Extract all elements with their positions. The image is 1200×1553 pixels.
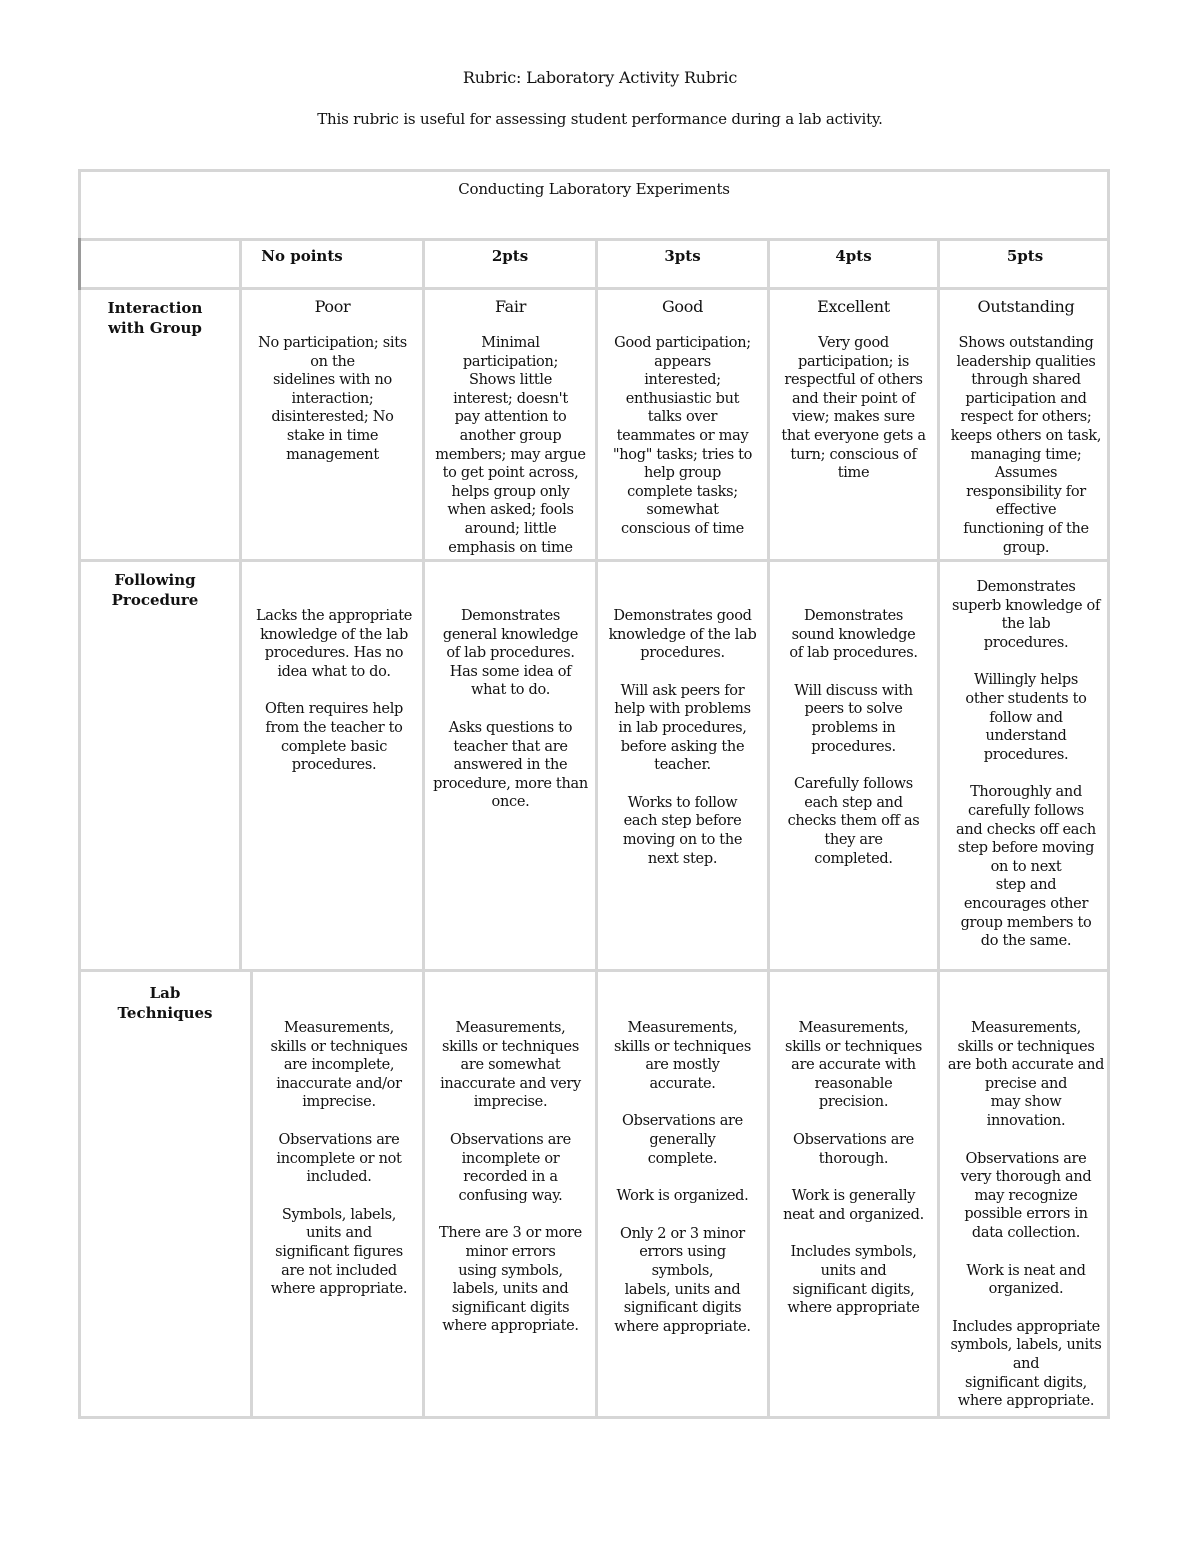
cell-interaction-2pts: [428, 298, 593, 557]
cell-interaction-no-points: [250, 298, 415, 464]
grid-line: [78, 969, 1110, 972]
column-header-5pts: 5pts: [1006, 247, 1044, 265]
rating-label: Excellent: [817, 297, 890, 316]
cell-text: Observations are incomplete or recorded in a confusing way.: [450, 1131, 571, 1204]
cell-text: Measurements, skills or techniques are mostly accurate.: [614, 1020, 751, 1092]
cell-text: Demonstrates superb knowledge of the lab procedures.: [951, 579, 1101, 651]
cell-text: Observations are thorough.: [793, 1131, 914, 1167]
cell-interaction-5pts: [942, 298, 1110, 557]
cell-text: Thoroughly and carefully follows and checks off each step before moving on to next step and encourages other group members to do the same.: [956, 784, 1096, 950]
row-label-procedure: Following Procedure: [111, 571, 199, 609]
grid-line: [78, 238, 81, 290]
cell-text: Only 2 or 3 minor errors using symbols, labels, units and significant digits where appropriate.: [614, 1225, 751, 1335]
cell-techniques-no-points: [256, 1019, 422, 1299]
cell-text: Asks questions to teacher that are answered in the procedure, more than once.: [433, 719, 588, 811]
grid-line: [78, 559, 1110, 562]
grid-line: [767, 238, 770, 1419]
cell-text: Works to follow each step before moving on to the next step.: [622, 794, 743, 867]
cell-procedure-5pts: [942, 578, 1110, 951]
cell-procedure-no-points: [250, 607, 418, 775]
cell-text: Includes symbols, units and significant digits, where appropriate: [787, 1244, 920, 1317]
grid-line: [595, 238, 598, 1419]
column-header-3pts: 3pts: [664, 247, 701, 265]
rating-label: Poor: [314, 297, 351, 316]
cell-techniques-5pts: [942, 1019, 1110, 1411]
page-title: Rubric: Laboratory Activity Rubric: [462, 68, 738, 87]
cell-text: Often requires help from the teacher to complete basic procedures.: [264, 701, 404, 774]
cell-text: Carefully follows each step and checks them off as they are completed.: [787, 776, 920, 867]
page-subtitle: This rubric is useful for assessing student performance during a lab activity.: [317, 110, 883, 128]
grid-line: [239, 238, 242, 972]
cell-techniques-4pts: [772, 1019, 935, 1318]
cell-text: Work is neat and organized.: [966, 1262, 1086, 1298]
cell-text: Measurements, skills or techniques are incomplete, inaccurate and/or imprecise.: [270, 1020, 408, 1111]
rating-label: Fair: [494, 297, 527, 316]
cell-text: Measurements, skills or techniques are accurate with reasonable precision.: [785, 1020, 922, 1111]
cell-text: Will ask peers for help with problems in lab procedures, before asking the teacher.: [614, 682, 751, 774]
cell-text: Good participation; appears interested; enthusiastic but talks over teammates or may "hog" tasks; tries to help group complete tasks; somewhat conscious of time: [612, 335, 753, 537]
cell-procedure-4pts: [772, 607, 935, 868]
table-caption: Conducting Laboratory Experiments: [458, 180, 730, 198]
cell-text: Shows outstanding leadership qualities through shared participation and respect for others; keeps others on task, managing time; Assumes responsibility for effective functioning of the group.: [950, 335, 1102, 556]
row-label-interaction: Interaction with Group: [107, 299, 203, 337]
grid-line: [250, 969, 253, 1419]
cell-text: Willingly helps other students to follow and understand procedures.: [965, 672, 1087, 763]
rating-label: Outstanding: [977, 297, 1075, 316]
grid-line: [422, 238, 425, 1419]
cell-interaction-3pts: [600, 298, 765, 539]
cell-text: Measurements, skills or techniques are both accurate and precise and may show innovation.: [947, 1020, 1105, 1129]
cell-text: Work is organized.: [616, 1188, 749, 1205]
grid-line: [78, 287, 1110, 290]
column-header-2pts: 2pts: [491, 247, 529, 265]
cell-text: Demonstrates general knowledge of lab procedures. Has some idea of what to do.: [442, 608, 579, 699]
grid-line: [937, 238, 940, 1419]
cell-text: Lacks the appropriate knowledge of the lab procedures. Has no idea what to do.: [255, 608, 413, 680]
cell-text: Observations are generally complete.: [622, 1113, 743, 1167]
cell-text: Very good participation; is respectful of others and their point of view; makes sure that everyone gets a turn; conscious of time: [781, 335, 926, 482]
row-label-techniques: Lab Techniques: [117, 984, 213, 1022]
cell-text: Demonstrates sound knowledge of lab procedures.: [789, 608, 918, 662]
cell-procedure-3pts: [600, 607, 765, 868]
cell-procedure-2pts: [428, 607, 593, 812]
column-header-4pts: 4pts: [835, 247, 872, 265]
cell-text: No participation; sits on the sidelines with no interaction; disinterested; No stake in time management: [258, 335, 407, 463]
cell-techniques-3pts: [600, 1019, 765, 1336]
cell-text: Observations are incomplete or not included.: [276, 1131, 402, 1186]
rating-label: Good: [661, 297, 704, 316]
cell-text: There are 3 or more minor errors using symbols, labels, units and significant digits where appropriate.: [439, 1225, 582, 1335]
cell-text: Minimal participation; Shows little interest; doesn't pay attention to another group members; may argue to get point across, helps group only when asked; fools around; little emphasis on time: [435, 335, 586, 556]
cell-text: Will discuss with peers to solve problems in procedures.: [794, 682, 913, 755]
cell-techniques-2pts: [428, 1019, 593, 1336]
cell-interaction-4pts: [772, 298, 935, 483]
cell-text: Includes appropriate symbols, labels, units and significant digits, where appropriate.: [950, 1318, 1102, 1410]
grid-line: [78, 238, 1110, 241]
cell-text: Symbols, labels, units and significant figures are not included where appropriate.: [270, 1206, 408, 1298]
cell-text: Work is generally neat and organized.: [783, 1188, 924, 1223]
cell-text: Demonstrates good knowledge of the lab procedures.: [608, 608, 757, 662]
column-header-no-points: No points: [261, 247, 343, 265]
cell-text: Observations are very thorough and may recognize possible errors in data collection.: [960, 1150, 1092, 1241]
cell-text: Measurements, skills or techniques are somewhat inaccurate and very imprecise.: [440, 1020, 581, 1111]
